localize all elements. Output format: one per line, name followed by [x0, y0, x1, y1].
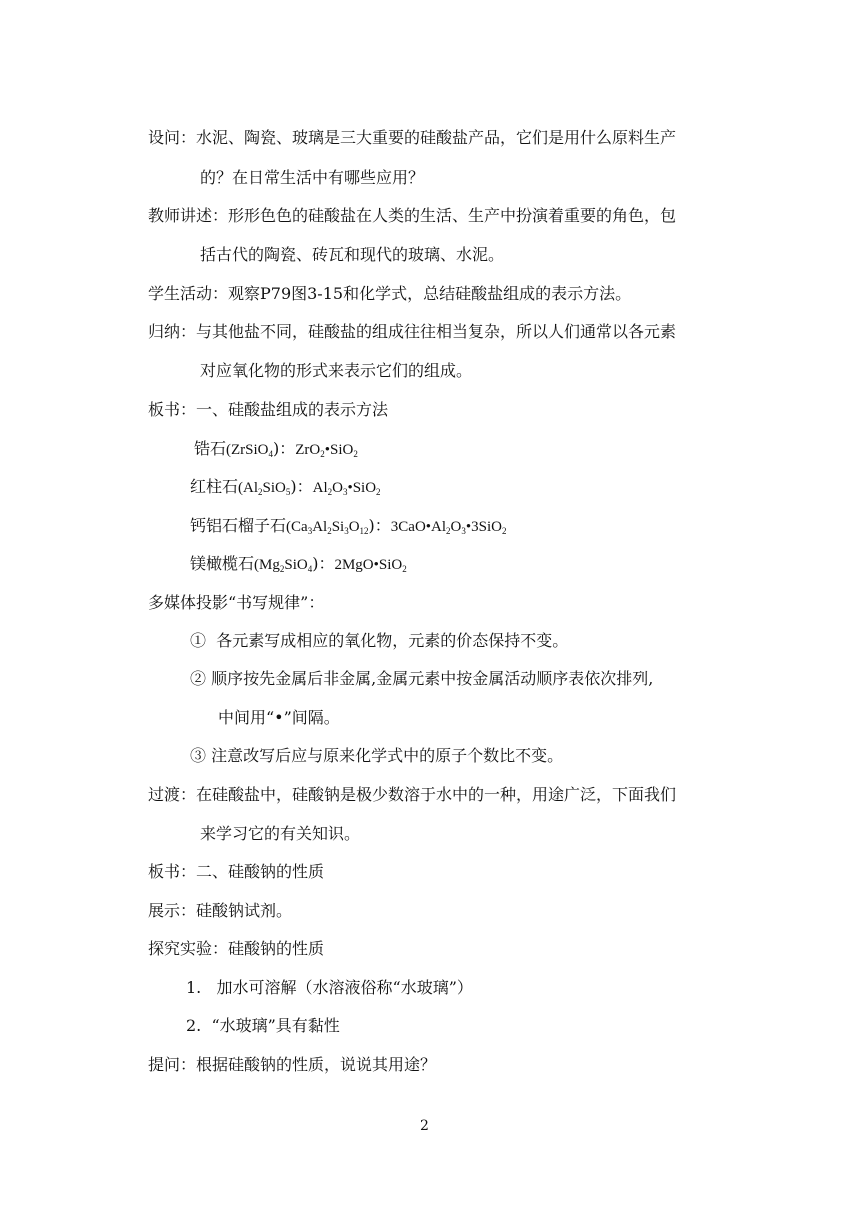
rule-1	[190, 631, 568, 651]
transition-line-1: 过渡：在硅酸盐中，硅酸钠是极少数溶于水中的一种，用途广泛，下面我们	[148, 785, 677, 804]
rule-2	[190, 669, 653, 689]
summary-line-1: 归纳：与其他盐不同，硅酸盐的组成往往相当复杂，所以人们通常以各元素	[148, 322, 677, 341]
question-line-1: 设问：水泥、陶瓷、玻璃是三大重要的硅酸盐产品，它们是用什么原料生产	[148, 128, 677, 147]
formula-part: 4	[307, 564, 313, 574]
formula-part: SiO	[262, 480, 286, 496]
mineral-line	[194, 439, 358, 460]
rule-3	[190, 746, 563, 766]
rule-2-continuation: 中间用“•”间隔。	[218, 708, 340, 727]
oxide-part: 2	[446, 526, 451, 536]
mineral-name: 钙铝石榴子石	[190, 516, 287, 535]
formula-part: 3	[307, 526, 313, 536]
oxide-part: 2	[327, 487, 333, 497]
experiment-item	[186, 978, 473, 998]
oxide-part: 2MgO•SiO	[334, 557, 403, 573]
page-number: 2	[420, 1118, 429, 1134]
mineral-formula: (ZrSiO$_4$	[226, 442, 274, 459]
oxide-part: 3	[461, 526, 466, 536]
teacher-line-1: 教师讲述：形形色色的硅酸盐在人类的生活、生产中扮演着重要的角色，包	[148, 206, 677, 225]
formula-separator: )：	[312, 554, 335, 573]
formula-part: SiO	[284, 557, 308, 573]
formula-part: Al	[243, 480, 259, 496]
mineral-line	[190, 516, 506, 537]
mineral-line	[190, 554, 407, 575]
oxide-formula	[391, 519, 507, 535]
rule-marker: ③	[190, 746, 207, 765]
rule-text: 注意改写后应与原来化学式中的原子个数比不变。	[211, 746, 564, 765]
oxide-part: O	[332, 480, 343, 496]
formula-separator: )：	[290, 477, 313, 496]
experiment-text: 加水可溶解（水溶液俗称“水玻璃”）	[216, 978, 473, 997]
mineral-name: 红柱石	[190, 477, 239, 496]
rule-marker: ①	[190, 631, 207, 650]
experiment-number: 1.	[186, 978, 202, 997]
oxide-part: 2	[376, 487, 381, 497]
oxide-part: 3CaO•Al	[390, 519, 447, 535]
question-line-2: 的？在日常生活中有哪些应用？	[200, 168, 425, 187]
mineral-formula: ($Mg_2SiO_4$	[254, 557, 313, 574]
formula-separator: )：	[273, 439, 296, 458]
summary-line-2: 对应氧化物的形式来表示它们的组成。	[200, 361, 473, 380]
display-line: 展示：硅酸钠试剂。	[148, 901, 293, 920]
oxide-part: •SiO	[324, 442, 354, 458]
board-heading-2: 板书：二、硅酸钠的性质	[148, 862, 325, 881]
oxide-part: 2	[402, 564, 407, 574]
oxide-part: Al	[312, 480, 328, 496]
formula-part: 3	[344, 526, 349, 536]
oxide-part: 2	[501, 526, 507, 536]
oxide-formula	[295, 442, 358, 458]
oxide-part: 3	[342, 487, 348, 497]
formula-part: O	[348, 519, 360, 535]
rule-text: 顺序按先金属后非金属,金属元素中按金属活动顺序表依次排列,	[211, 669, 654, 688]
board-heading-1: 板书：一、硅酸盐组成的表示方法	[148, 400, 389, 419]
oxide-part: 2	[353, 449, 358, 459]
formula-part: 2	[279, 564, 285, 574]
formula-separator: )：	[368, 516, 391, 535]
mineral-name: 锆石	[194, 439, 227, 458]
experiment-text: “水玻璃”具有黏性	[211, 1016, 340, 1035]
mineral-line	[190, 477, 381, 498]
oxide-part: ZrO	[295, 442, 321, 458]
student-activity-line: 学生活动：观察P79图3-15和化学式，总结硅酸盐组成的表示方法。	[148, 284, 632, 303]
formula-part: 2	[258, 487, 263, 497]
formula-part: Al	[312, 519, 328, 535]
experiment-heading: 探究实验：硅酸钠的性质	[148, 939, 325, 958]
oxide-formula	[313, 480, 381, 496]
rule-marker: ②	[190, 669, 207, 688]
formula-part: 5	[285, 487, 291, 497]
mineral-formula: ($Ca_3Al_2Si_3O_{12}$	[286, 519, 369, 536]
experiment-number: 2.	[186, 1016, 202, 1035]
formula-part: Ca	[291, 519, 308, 535]
mineral-name: 镁橄榄石	[190, 554, 255, 573]
formula-part: Mg	[259, 557, 280, 573]
experiment-item	[186, 1016, 340, 1036]
mineral-formula: ($Al_2SiO_5$	[238, 480, 291, 497]
transition-line-2: 来学习它的有关知识。	[200, 824, 361, 843]
oxide-part: •SiO	[347, 480, 377, 496]
formula-part: 2	[327, 526, 332, 536]
multimedia-title: 多媒体投影“书写规律”：	[148, 593, 325, 612]
oxide-part: 2	[320, 449, 325, 459]
formula-part: ZrSiO	[231, 442, 269, 458]
teacher-line-2: 括古代的陶瓷、砖瓦和现代的玻璃、水泥。	[200, 245, 505, 264]
formula-part: 4	[268, 449, 274, 459]
oxide-formula	[334, 557, 406, 573]
formula-part: Si	[331, 519, 345, 535]
oxide-part: •3SiO	[465, 519, 502, 535]
oxide-part: O	[450, 519, 462, 535]
question-usage: 提问：根据硅酸钠的性质，说说其用途？	[148, 1055, 437, 1074]
rule-text: 各元素写成相应的氧化物，元素的价态保持不变。	[216, 631, 569, 650]
formula-part: 12	[359, 526, 369, 536]
